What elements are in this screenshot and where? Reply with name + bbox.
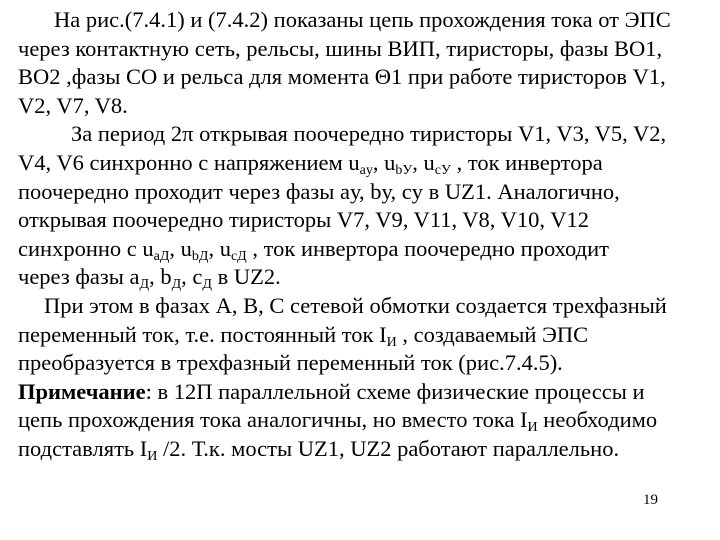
paragraph-1-line-1 [18, 6, 708, 35]
paragraph-2-line-2 [18, 149, 708, 178]
text-span: /2. Т.к. мосты UZ1, UZ2 работают параллельно. [157, 435, 620, 461]
paragraph-2-line-1 [18, 120, 708, 149]
page-number: 19 [643, 492, 658, 508]
text-span: , u [412, 149, 435, 175]
paragraph-1-line-3 [18, 63, 708, 92]
subscript: Д [202, 277, 212, 293]
text-span: На рис.(7.4.1) и (7.4.2) показаны цепь прохождения тока от ЭПС [54, 7, 671, 32]
subscript: cД [230, 248, 247, 264]
text-span: ВО2 ,фазы СО и рельса для момента Θ1 при работе тиристоров V1, [18, 64, 666, 90]
text-span: , ток инвертора поочередно проходит [246, 235, 609, 261]
paragraph-2-line-4 [18, 206, 708, 235]
text-span: , создаваемый ЭПС [396, 321, 589, 347]
text-span: , u [169, 235, 192, 261]
subscript: И [147, 448, 158, 464]
text-span: , u [372, 149, 396, 175]
text-span: V4, V6 синхронно с напряжением u [18, 149, 360, 175]
paragraph-2-line-6 [18, 263, 708, 292]
note-line-3 [18, 435, 708, 464]
text-span: , c [181, 264, 203, 290]
text-span: : в 12П параллельной схеме физические процессы и [145, 378, 645, 404]
text-span: подставлять I [18, 435, 148, 461]
paragraph-1-line-4 [18, 92, 708, 121]
text-span: через контактную сеть, рельсы, шины ВИП, тиристоры, фазы ВО1, [18, 35, 663, 61]
subscript: bД [191, 248, 209, 264]
text-span: в UZ2. [211, 264, 281, 290]
text-span: , b [149, 264, 172, 290]
paragraph-2-line-3 [18, 178, 708, 207]
text-span: , u [208, 235, 231, 261]
paragraph-2-line-5 [18, 235, 708, 264]
text-span: переменный ток, т.е. постоянный ток I [18, 321, 387, 347]
text-span: преобразуется в трехфазный переменный ток (рис.7.4.5). [18, 350, 563, 376]
body-text [18, 6, 708, 464]
text-span: , ток инвертора [450, 149, 603, 175]
text-span: поочередно проходит через фазы aу, bу, cу в UZ1. Аналогично, [18, 178, 620, 204]
text-span: За период 2π открывая поочередно тиристоры V1, V3, V5, V2, [71, 121, 667, 147]
text-span: V2, V7, V8. [18, 92, 128, 118]
text-span: При этом в фазах А, В, С сетевой обмотки создается трехфазный [44, 292, 667, 318]
subscript: Д [139, 277, 150, 293]
paragraph-3-line-2 [18, 321, 708, 350]
text-span: синхронно с u [18, 235, 154, 261]
text-span: цепь прохождения тока аналогичны, но вместо тока I [18, 407, 528, 433]
text-span: через фазы a [18, 264, 140, 290]
note-line-2 [18, 406, 708, 435]
paragraph-3-line-1 [18, 292, 708, 321]
subscript: aД [153, 248, 170, 264]
paragraph-1-line-2 [18, 35, 708, 64]
subscript: cУ [434, 162, 451, 178]
text-span: необходимо [537, 407, 658, 433]
subscript: bУ [395, 162, 413, 178]
paragraph-3-line-3 [18, 349, 708, 378]
subscript: И [386, 334, 397, 350]
subscript: Д [171, 277, 182, 293]
note-label: Примечание [18, 378, 146, 404]
subscript: aу [359, 162, 373, 178]
note-line-1 [18, 378, 708, 407]
text-span: открывая поочередно тиристоры V7, V9, V11, V8, V10, V12 [18, 207, 589, 233]
subscript: И [527, 420, 538, 436]
